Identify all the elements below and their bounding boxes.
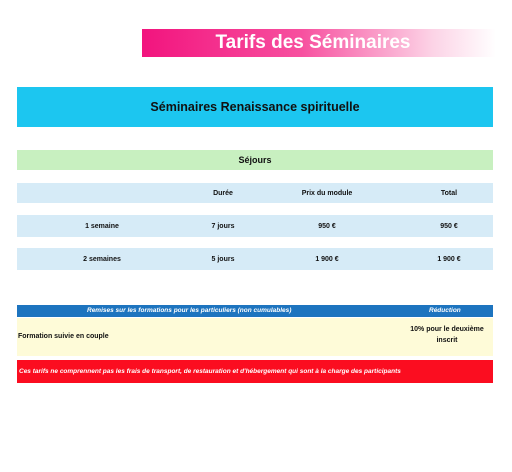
row-label: 2 semaines <box>83 255 121 263</box>
row-duree: 7 jours <box>211 222 235 230</box>
section-title-bar <box>17 87 493 127</box>
row-prix: 950 € <box>318 222 336 230</box>
column-header-duree: Durée <box>213 189 233 197</box>
section-title: Séminaires Renaissance spirituelle <box>150 100 360 114</box>
column-header-prix: Prix du module <box>301 189 353 197</box>
disclaimer-bar <box>17 360 493 383</box>
row-label: 1 semaine <box>85 222 119 230</box>
disclaimer-note: Ces tarifs ne comprennent pas les frais de transport, de restauration et d'hébergement qui sont à la charge des participants <box>19 368 401 375</box>
subtitle-bar <box>17 150 493 170</box>
table-row <box>17 248 493 270</box>
discount-row <box>17 318 493 356</box>
column-header-label <box>47 183 157 203</box>
page-title: Tarifs des Séminaires <box>215 32 411 53</box>
section-subtitle: Séjours <box>238 155 272 165</box>
row-total: 950 € <box>440 222 458 230</box>
table-row <box>17 215 493 237</box>
row-prix: 1 900 € <box>315 255 339 263</box>
discount-header <box>17 305 493 317</box>
title-banner <box>142 29 496 57</box>
discount-header-label: Remises sur les formations pour les particuliers (non cumulables) <box>87 307 292 314</box>
discount-header-reduction: Réduction <box>429 307 461 314</box>
row-duree: 5 jours <box>211 255 235 263</box>
discount-reduction-line1: 10% pour le deuxième <box>410 326 484 333</box>
discount-item-reduction <box>401 324 493 346</box>
discount-item-label: Formation suivie en couple <box>18 333 109 340</box>
discount-reduction-line2: inscrit <box>436 337 458 344</box>
table-header <box>17 183 493 203</box>
column-header-total: Total <box>440 189 458 197</box>
row-total: 1 900 € <box>437 255 461 263</box>
